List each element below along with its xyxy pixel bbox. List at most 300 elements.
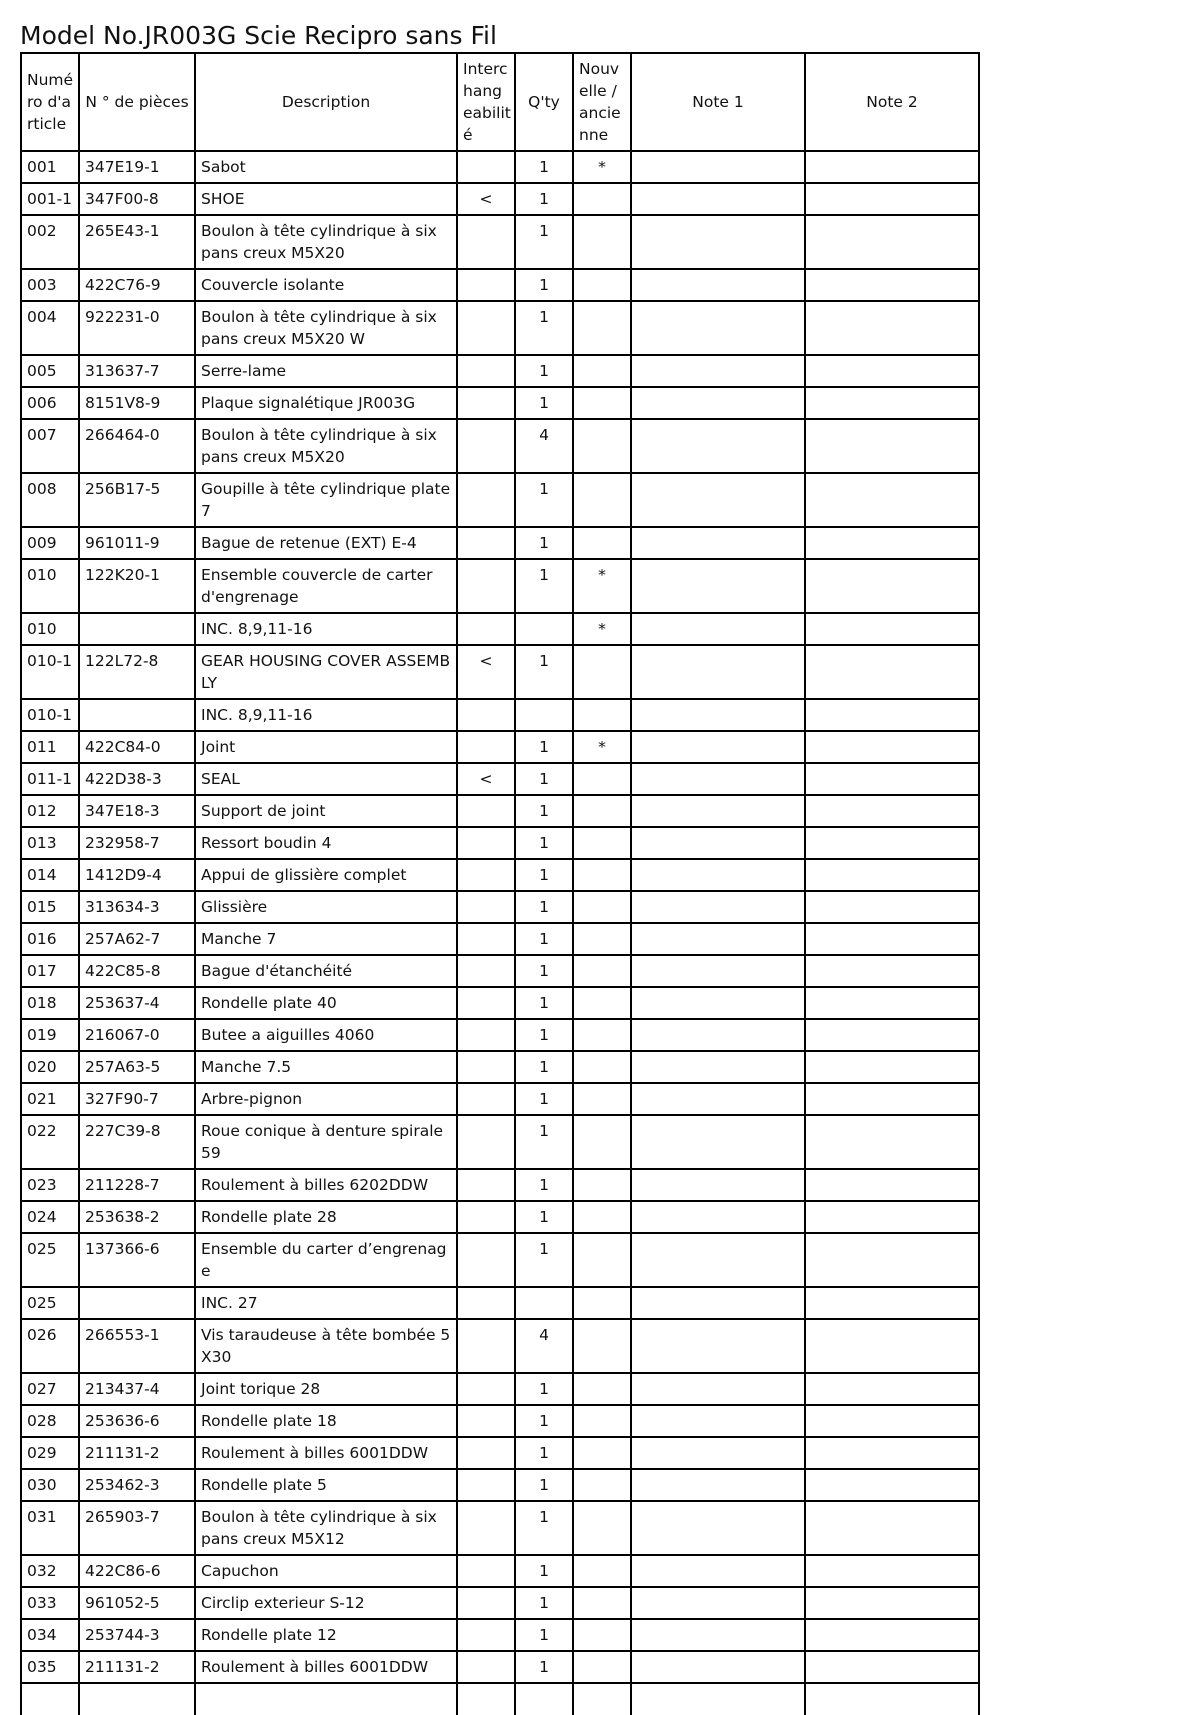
cell-quantity: 1 [515, 1169, 573, 1201]
cell-interchangeability: < [457, 645, 515, 699]
table-row [21, 1405, 979, 1437]
header-quantity: Q'ty [515, 53, 573, 151]
cell-item-number: 033 [21, 1587, 79, 1619]
cell-quantity: 1 [515, 387, 573, 419]
cell-item-number: 011 [21, 731, 79, 763]
cell-quantity: 1 [515, 355, 573, 387]
cell-note-2 [805, 955, 979, 987]
cell-new-old [573, 1115, 631, 1169]
cell-continued [515, 1683, 573, 1715]
cell-item-number: 009 [21, 527, 79, 559]
cell-note-1 [631, 215, 805, 269]
cell-description: Goupille à tête cylindrique plate 7 [195, 473, 457, 527]
cell-new-old [573, 215, 631, 269]
cell-interchangeability [457, 827, 515, 859]
cell-note-2 [805, 731, 979, 763]
cell-note-1 [631, 955, 805, 987]
cell-note-2 [805, 645, 979, 699]
cell-item-number: 007 [21, 419, 79, 473]
cell-note-1 [631, 1619, 805, 1651]
cell-item-number: 010-1 [21, 699, 79, 731]
cell-interchangeability [457, 387, 515, 419]
table-row [21, 613, 979, 645]
cell-interchangeability [457, 1501, 515, 1555]
cell-note-1 [631, 387, 805, 419]
cell-item-number: 011-1 [21, 763, 79, 795]
cell-part-number: 122L72-8 [79, 645, 195, 699]
cell-note-2 [805, 151, 979, 183]
cell-description: Boulon à tête cylindrique à six pans creux M5X20 [195, 215, 457, 269]
cell-note-2 [805, 215, 979, 269]
cell-interchangeability [457, 151, 515, 183]
cell-note-2 [805, 795, 979, 827]
cell-new-old [573, 1019, 631, 1051]
cell-interchangeability [457, 1587, 515, 1619]
cell-quantity: 1 [515, 559, 573, 613]
cell-new-old [573, 301, 631, 355]
page-title: Model No.JR003G Scie Recipro sans Fil [20, 21, 497, 50]
cell-item-number: 034 [21, 1619, 79, 1651]
parts-table-body [21, 151, 979, 1715]
cell-note-2 [805, 827, 979, 859]
cell-new-old [573, 355, 631, 387]
cell-note-2 [805, 301, 979, 355]
cell-description: Joint [195, 731, 457, 763]
cell-description: Support de joint [195, 795, 457, 827]
cell-description: Glissière [195, 891, 457, 923]
cell-note-1 [631, 1169, 805, 1201]
cell-part-number: 347E19-1 [79, 151, 195, 183]
cell-part-number: 253462-3 [79, 1469, 195, 1501]
cell-item-number: 029 [21, 1437, 79, 1469]
cell-part-number: 422C84-0 [79, 731, 195, 763]
cell-quantity: 1 [515, 301, 573, 355]
cell-description: Boulon à tête cylindrique à six pans creux M5X20 W [195, 301, 457, 355]
cell-note-1 [631, 859, 805, 891]
table-row [21, 827, 979, 859]
cell-note-2 [805, 923, 979, 955]
cell-note-2 [805, 527, 979, 559]
cell-note-1 [631, 763, 805, 795]
cell-part-number: 422C86-6 [79, 1555, 195, 1587]
cell-new-old [573, 645, 631, 699]
cell-interchangeability [457, 419, 515, 473]
cell-part-number: 211131-2 [79, 1437, 195, 1469]
cell-interchangeability [457, 215, 515, 269]
table-row [21, 1083, 979, 1115]
cell-note-1 [631, 1555, 805, 1587]
cell-note-2 [805, 269, 979, 301]
cell-description: Roue conique à denture spirale 59 [195, 1115, 457, 1169]
cell-item-number: 004 [21, 301, 79, 355]
cell-note-1 [631, 1019, 805, 1051]
cell-note-1 [631, 1469, 805, 1501]
cell-note-1 [631, 795, 805, 827]
cell-interchangeability [457, 1555, 515, 1587]
cell-description: INC. 27 [195, 1287, 457, 1319]
cell-description: Roulement à billes 6001DDW [195, 1437, 457, 1469]
cell-part-number: 347E18-3 [79, 795, 195, 827]
cell-interchangeability: < [457, 183, 515, 215]
cell-quantity: 1 [515, 923, 573, 955]
cell-description: Couvercle isolante [195, 269, 457, 301]
cell-description: Sabot [195, 151, 457, 183]
cell-description: Bague de retenue (EXT) E-4 [195, 527, 457, 559]
cell-note-1 [631, 1115, 805, 1169]
cell-new-old [573, 1083, 631, 1115]
cell-note-1 [631, 151, 805, 183]
cell-description: Joint torique 28 [195, 1373, 457, 1405]
cell-description: Manche 7.5 [195, 1051, 457, 1083]
cell-new-old [573, 1555, 631, 1587]
cell-continued [631, 1683, 805, 1715]
cell-new-old [573, 1501, 631, 1555]
cell-description: Arbre-pignon [195, 1083, 457, 1115]
table-row [21, 473, 979, 527]
cell-description: Rondelle plate 5 [195, 1469, 457, 1501]
header-description: Description [195, 53, 457, 151]
cell-new-old [573, 1405, 631, 1437]
table-row [21, 1319, 979, 1373]
cell-continued [805, 1683, 979, 1715]
cell-description: Roulement à billes 6202DDW [195, 1169, 457, 1201]
cell-part-number: 8151V8-9 [79, 387, 195, 419]
cell-note-1 [631, 731, 805, 763]
cell-new-old [573, 473, 631, 527]
cell-note-2 [805, 1051, 979, 1083]
cell-note-1 [631, 923, 805, 955]
table-row [21, 1469, 979, 1501]
cell-interchangeability [457, 1233, 515, 1287]
header-note-1: Note 1 [631, 53, 805, 151]
cell-part-number: 253636-6 [79, 1405, 195, 1437]
cell-description: Rondelle plate 18 [195, 1405, 457, 1437]
cell-quantity: 1 [515, 859, 573, 891]
cell-interchangeability [457, 1051, 515, 1083]
table-row [21, 923, 979, 955]
cell-quantity: 1 [515, 1619, 573, 1651]
cell-note-2 [805, 1373, 979, 1405]
cell-interchangeability: < [457, 763, 515, 795]
cell-item-number: 021 [21, 1083, 79, 1115]
cell-part-number: 265903-7 [79, 1501, 195, 1555]
cell-note-2 [805, 1115, 979, 1169]
cell-quantity: 1 [515, 1651, 573, 1683]
cell-description: Roulement à billes 6001DDW [195, 1651, 457, 1683]
cell-note-2 [805, 1501, 979, 1555]
cell-interchangeability [457, 891, 515, 923]
cell-note-1 [631, 1437, 805, 1469]
cell-item-number: 002 [21, 215, 79, 269]
cell-part-number: 961052-5 [79, 1587, 195, 1619]
cell-part-number: 422D38-3 [79, 763, 195, 795]
cell-new-old [573, 1619, 631, 1651]
table-row [21, 1555, 979, 1587]
cell-new-old [573, 1437, 631, 1469]
header-note-2: Note 2 [805, 53, 979, 151]
cell-note-2 [805, 559, 979, 613]
cell-new-old [573, 1651, 631, 1683]
cell-note-2 [805, 1651, 979, 1683]
cell-quantity: 1 [515, 1405, 573, 1437]
table-row [21, 1201, 979, 1233]
cell-interchangeability [457, 1405, 515, 1437]
cell-quantity: 1 [515, 183, 573, 215]
cell-note-1 [631, 645, 805, 699]
cell-quantity: 1 [515, 987, 573, 1019]
cell-part-number: 253637-4 [79, 987, 195, 1019]
cell-interchangeability [457, 527, 515, 559]
cell-interchangeability [457, 269, 515, 301]
cell-new-old [573, 527, 631, 559]
cell-note-1 [631, 1373, 805, 1405]
cell-note-2 [805, 987, 979, 1019]
cell-note-2 [805, 183, 979, 215]
header-item-number: Numé ro d'a rticle [21, 53, 79, 151]
table-header-row [21, 53, 979, 151]
cell-item-number: 023 [21, 1169, 79, 1201]
cell-interchangeability [457, 955, 515, 987]
header-interchangeability: Interc hang eabilit é [457, 53, 515, 151]
cell-interchangeability [457, 1651, 515, 1683]
cell-new-old [573, 1287, 631, 1319]
cell-description: Circlip exterieur S-12 [195, 1587, 457, 1619]
cell-quantity: 1 [515, 1469, 573, 1501]
cell-continued [79, 1683, 195, 1715]
table-row [21, 1169, 979, 1201]
cell-interchangeability [457, 473, 515, 527]
cell-description: INC. 8,9,11-16 [195, 699, 457, 731]
cell-part-number: 313637-7 [79, 355, 195, 387]
cell-part-number: 122K20-1 [79, 559, 195, 613]
cell-description: GEAR HOUSING COVER ASSEMBLY [195, 645, 457, 699]
cell-note-2 [805, 1201, 979, 1233]
cell-quantity [515, 699, 573, 731]
table-row [21, 183, 979, 215]
cell-note-2 [805, 1437, 979, 1469]
table-row [21, 955, 979, 987]
cell-note-1 [631, 613, 805, 645]
cell-new-old [573, 1233, 631, 1287]
cell-new-old [573, 1469, 631, 1501]
cell-item-number: 018 [21, 987, 79, 1019]
cell-interchangeability [457, 1287, 515, 1319]
cell-description: Ensemble du carter d’engrenage [195, 1233, 457, 1287]
table-row [21, 1619, 979, 1651]
table-row [21, 1437, 979, 1469]
cell-quantity: 1 [515, 763, 573, 795]
cell-new-old [573, 987, 631, 1019]
cell-quantity: 1 [515, 269, 573, 301]
cell-item-number: 012 [21, 795, 79, 827]
cell-quantity: 1 [515, 731, 573, 763]
cell-new-old [573, 1373, 631, 1405]
table-row [21, 1501, 979, 1555]
cell-new-old [573, 387, 631, 419]
cell-new-old [573, 763, 631, 795]
table-row [21, 527, 979, 559]
table-row [21, 1233, 979, 1287]
cell-interchangeability [457, 1115, 515, 1169]
table-row [21, 699, 979, 731]
cell-interchangeability [457, 1083, 515, 1115]
cell-part-number: 137366-6 [79, 1233, 195, 1287]
cell-interchangeability [457, 1437, 515, 1469]
cell-note-2 [805, 473, 979, 527]
table-row-continued [21, 1683, 979, 1715]
table-row [21, 1287, 979, 1319]
cell-new-old [573, 795, 631, 827]
cell-note-2 [805, 1555, 979, 1587]
table-row [21, 987, 979, 1019]
cell-interchangeability [457, 1319, 515, 1373]
cell-part-number: 232958-7 [79, 827, 195, 859]
cell-note-2 [805, 1287, 979, 1319]
cell-part-number: 313634-3 [79, 891, 195, 923]
cell-part-number: 347F00-8 [79, 183, 195, 215]
cell-note-2 [805, 859, 979, 891]
cell-new-old [573, 955, 631, 987]
cell-interchangeability [457, 1619, 515, 1651]
cell-item-number: 019 [21, 1019, 79, 1051]
cell-part-number: 227C39-8 [79, 1115, 195, 1169]
cell-item-number: 008 [21, 473, 79, 527]
cell-new-old [573, 891, 631, 923]
cell-note-2 [805, 891, 979, 923]
cell-item-number: 024 [21, 1201, 79, 1233]
cell-interchangeability [457, 987, 515, 1019]
cell-note-2 [805, 763, 979, 795]
cell-continued [457, 1683, 515, 1715]
cell-part-number: 216067-0 [79, 1019, 195, 1051]
cell-description: Vis taraudeuse à tête bombée 5X30 [195, 1319, 457, 1373]
cell-description: Rondelle plate 28 [195, 1201, 457, 1233]
table-row [21, 645, 979, 699]
cell-note-1 [631, 1201, 805, 1233]
cell-item-number: 026 [21, 1319, 79, 1373]
cell-continued [573, 1683, 631, 1715]
table-row [21, 763, 979, 795]
cell-new-old [573, 1587, 631, 1619]
table-row [21, 891, 979, 923]
cell-description: Capuchon [195, 1555, 457, 1587]
cell-continued [21, 1683, 79, 1715]
cell-quantity: 4 [515, 419, 573, 473]
cell-part-number: 266464-0 [79, 419, 195, 473]
table-row [21, 859, 979, 891]
cell-new-old [573, 1051, 631, 1083]
cell-part-number: 256B17-5 [79, 473, 195, 527]
cell-new-old: * [573, 559, 631, 613]
cell-note-2 [805, 355, 979, 387]
cell-part-number: 257A62-7 [79, 923, 195, 955]
cell-interchangeability [457, 699, 515, 731]
cell-item-number: 005 [21, 355, 79, 387]
cell-interchangeability [457, 795, 515, 827]
cell-part-number: 327F90-7 [79, 1083, 195, 1115]
cell-item-number: 031 [21, 1501, 79, 1555]
cell-description: Rondelle plate 12 [195, 1619, 457, 1651]
cell-note-1 [631, 699, 805, 731]
cell-interchangeability [457, 859, 515, 891]
table-row [21, 1051, 979, 1083]
cell-interchangeability [457, 731, 515, 763]
cell-quantity: 1 [515, 1019, 573, 1051]
cell-quantity: 1 [515, 215, 573, 269]
cell-note-1 [631, 1651, 805, 1683]
cell-quantity [515, 1287, 573, 1319]
cell-part-number [79, 699, 195, 731]
cell-quantity: 1 [515, 527, 573, 559]
cell-note-1 [631, 1319, 805, 1373]
cell-part-number: 422C76-9 [79, 269, 195, 301]
cell-quantity: 1 [515, 1233, 573, 1287]
cell-item-number: 027 [21, 1373, 79, 1405]
cell-quantity: 1 [515, 1083, 573, 1115]
cell-new-old [573, 183, 631, 215]
cell-part-number [79, 1287, 195, 1319]
cell-item-number: 006 [21, 387, 79, 419]
cell-quantity: 1 [515, 645, 573, 699]
cell-note-1 [631, 419, 805, 473]
cell-quantity: 1 [515, 151, 573, 183]
cell-note-2 [805, 387, 979, 419]
cell-note-2 [805, 1587, 979, 1619]
cell-interchangeability [457, 355, 515, 387]
cell-quantity: 1 [515, 1437, 573, 1469]
cell-part-number: 922231-0 [79, 301, 195, 355]
cell-description: Appui de glissière complet [195, 859, 457, 891]
cell-part-number: 266553-1 [79, 1319, 195, 1373]
cell-interchangeability [457, 1373, 515, 1405]
cell-item-number: 030 [21, 1469, 79, 1501]
table-row [21, 1115, 979, 1169]
cell-description: SEAL [195, 763, 457, 795]
table-row [21, 215, 979, 269]
cell-part-number: 253744-3 [79, 1619, 195, 1651]
cell-quantity: 1 [515, 473, 573, 527]
cell-note-1 [631, 355, 805, 387]
cell-note-1 [631, 559, 805, 613]
cell-quantity: 4 [515, 1319, 573, 1373]
cell-item-number: 010-1 [21, 645, 79, 699]
cell-interchangeability [457, 923, 515, 955]
table-row [21, 419, 979, 473]
table-row [21, 355, 979, 387]
cell-note-1 [631, 1051, 805, 1083]
cell-quantity: 1 [515, 1555, 573, 1587]
cell-note-1 [631, 527, 805, 559]
cell-note-2 [805, 1233, 979, 1287]
table-row [21, 387, 979, 419]
cell-interchangeability [457, 1201, 515, 1233]
cell-interchangeability [457, 1019, 515, 1051]
cell-description: SHOE [195, 183, 457, 215]
cell-quantity: 1 [515, 1587, 573, 1619]
cell-note-2 [805, 1619, 979, 1651]
header-new-old: Nouv elle / ancie nne [573, 53, 631, 151]
table-row [21, 1587, 979, 1619]
parts-table [20, 52, 980, 1715]
cell-item-number: 032 [21, 1555, 79, 1587]
cell-note-2 [805, 1169, 979, 1201]
cell-item-number: 010 [21, 613, 79, 645]
cell-quantity: 1 [515, 1115, 573, 1169]
cell-quantity: 1 [515, 795, 573, 827]
cell-note-1 [631, 987, 805, 1019]
cell-new-old [573, 1201, 631, 1233]
cell-note-1 [631, 183, 805, 215]
